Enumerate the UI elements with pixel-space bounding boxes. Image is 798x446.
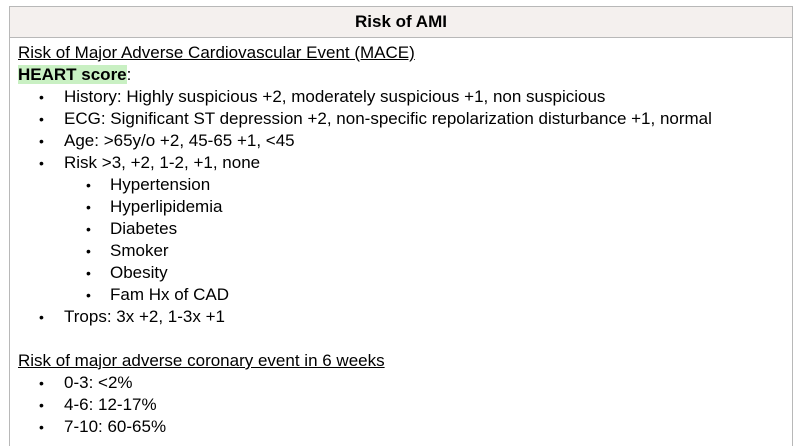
list-item: • Age: >65y/o +2, 45-65 +1, <45: [18, 130, 792, 152]
risk-factor-item: • Diabetes: [18, 218, 792, 240]
heart-score-line: [18, 64, 792, 86]
event-heading: Risk of major adverse coronary event in 6 weeks: [18, 351, 385, 370]
list-item: • ECG: Significant ST depression +2, non-specific repolarization disturbance +1, normal: [18, 108, 792, 130]
table-body: [10, 38, 792, 438]
risk-factor-item: • Obesity: [18, 262, 792, 284]
list-item: • Trops: 3x +2, 1-3x +1: [18, 306, 792, 328]
list-item: • 4-6: 12-17%: [18, 394, 792, 416]
heart-criteria-list: [18, 86, 792, 174]
table-header: [10, 6, 792, 38]
heart-score-label: HEART score: [18, 65, 127, 84]
list-item: • History: Highly suspicious +2, moderately suspicious +1, non suspicious: [18, 86, 792, 108]
mace-heading: Risk of Major Adverse Cardiovascular Event (MACE): [18, 43, 415, 62]
list-item: • Risk >3, +2, 1-2, +1, none: [18, 152, 792, 174]
risk-factor-item: • Hyperlipidemia: [18, 196, 792, 218]
spacer: [18, 328, 792, 350]
risk-factor-item: • Smoker: [18, 240, 792, 262]
risk-factor-item: • Hypertension: [18, 174, 792, 196]
table-header-title: Risk of AMI: [355, 12, 447, 31]
list-item: • 0-3: <2%: [18, 372, 792, 394]
risk-table: [9, 6, 793, 446]
risk-factor-list: [18, 174, 792, 306]
trops-list: [18, 306, 792, 328]
heart-score-colon: :: [126, 65, 132, 84]
risk-factor-item: • Fam Hx of CAD: [18, 284, 792, 306]
list-item: • 7-10: 60-65%: [18, 416, 792, 438]
event-risk-list: [18, 372, 792, 438]
